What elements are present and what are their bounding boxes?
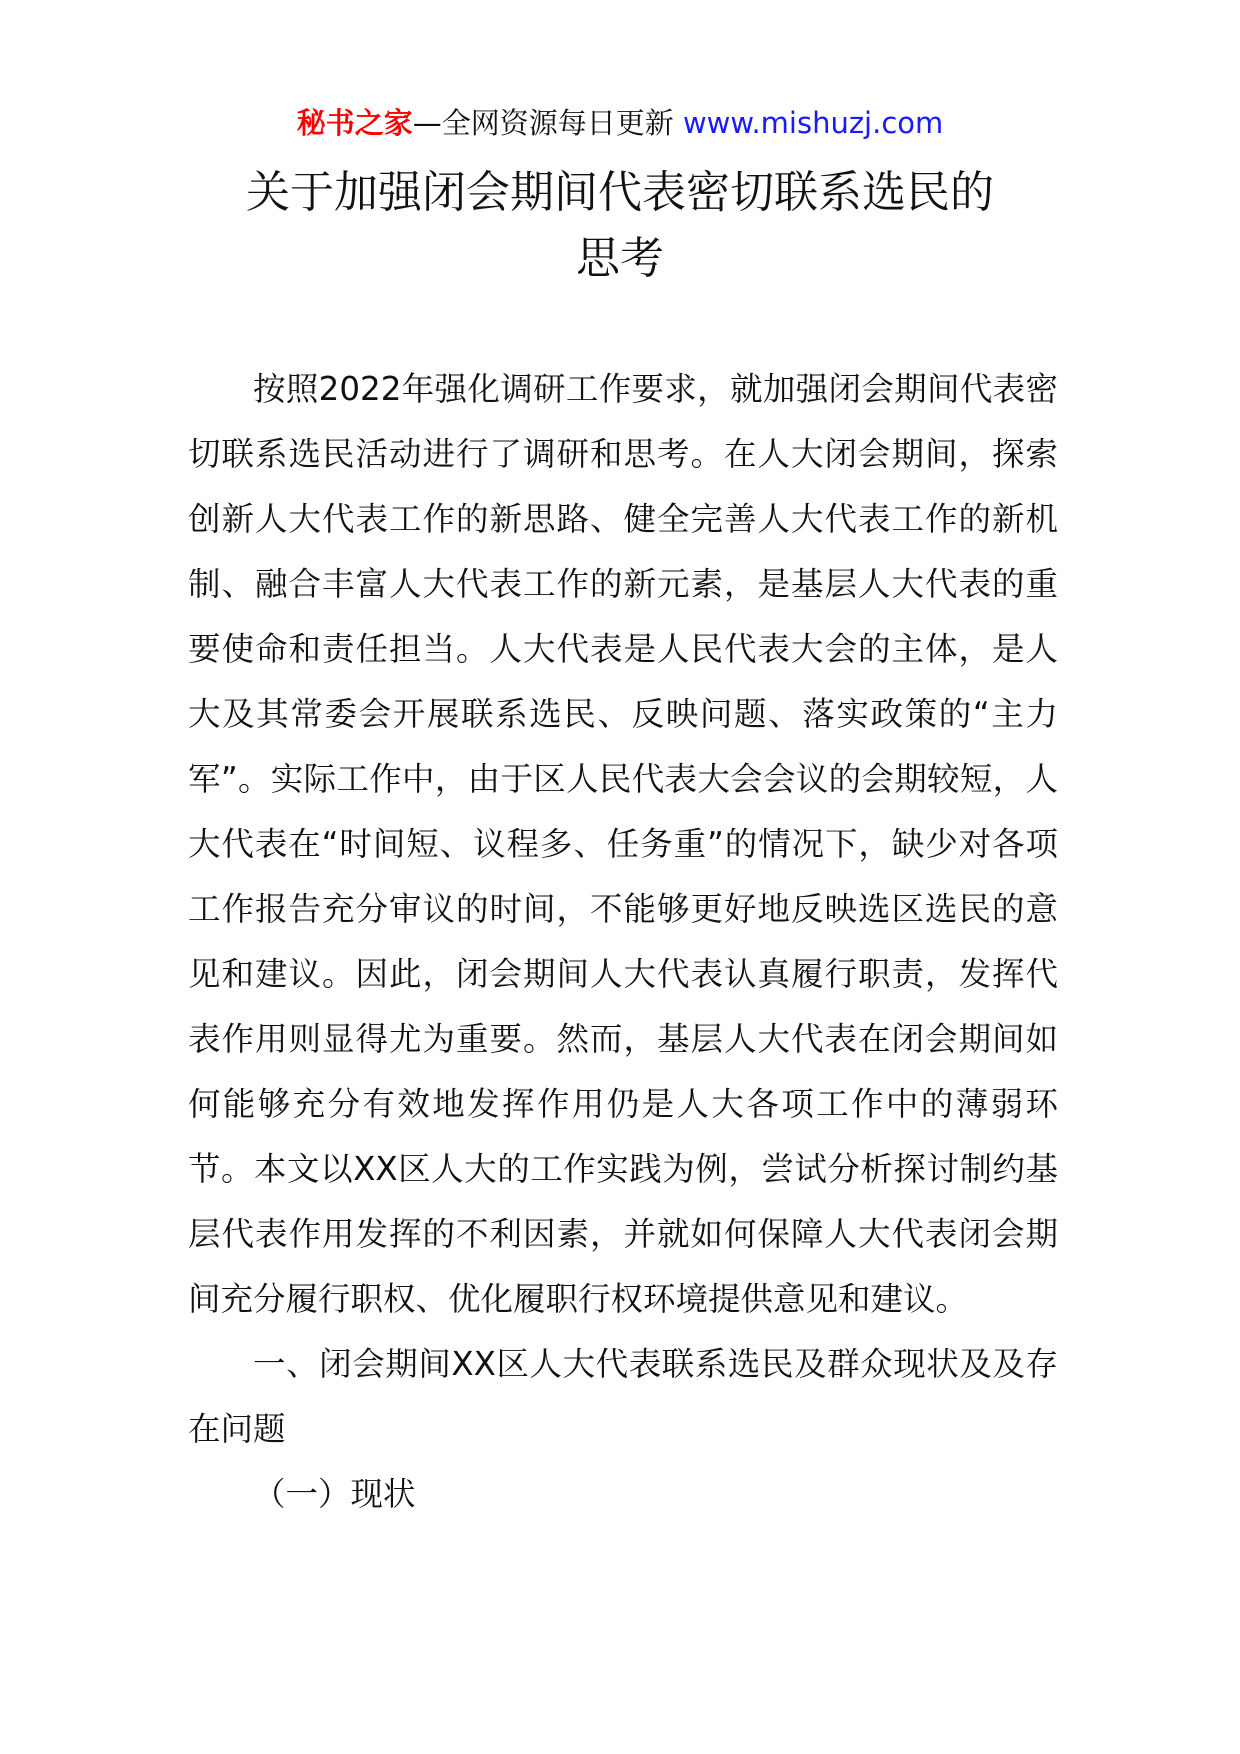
site-slogan: —全网资源每日更新	[412, 106, 674, 140]
section-heading-1: 一、闭会期间XX区人大代表联系选民及群众现状及及存在问题	[188, 1345, 1058, 1448]
site-brand: 秘书之家	[296, 106, 413, 140]
site-url-link[interactable]: www.mishuzj.com	[682, 106, 944, 140]
document-body	[188, 357, 1058, 1527]
site-header	[0, 100, 1240, 146]
subsection-heading-1: （一）现状	[253, 1475, 416, 1513]
document-title	[150, 160, 1090, 292]
title-line-2: 思考	[576, 233, 664, 284]
title-line-1: 关于加强闭会期间代表密切联系选民的	[246, 167, 994, 218]
intro-paragraph: 按照2022年强化调研工作要求，就加强闭会期间代表密切联系选民活动进行了调研和思考。在人大闭会期间，探索创新人大代表工作的新思路、健全完善人大代表工作的新机制、融合丰富人大代表工作的新元素，是基层人大代表的重要使命和责任担当。人大代表是人民代表大会的主体，是人大及其常委会开展联系选民、反映问题、落实政策的“主力军”。实际工作中，由于区人民代表大会会议的会期较短，人大代表在“时间短、议程多、任务重”的情况下，缺少对各项工作报告充分审议的时间，不能够更好地反映选区选民的意见和建议。因此，闭会期间人大代表认真履行职责，发挥代表作用则显得尤为重要。然而，基层人大代表在闭会期间如何能够充分有效地发挥作用仍是人大各项工作中的薄弱环节。本文以XX区人大的工作实践为例，尝试分析探讨制约基层代表作用发挥的不利因素，并就如何保障人大代表闭会期间充分履行职权、优化履职行权环境提供意见和建议。	[188, 370, 1058, 1318]
